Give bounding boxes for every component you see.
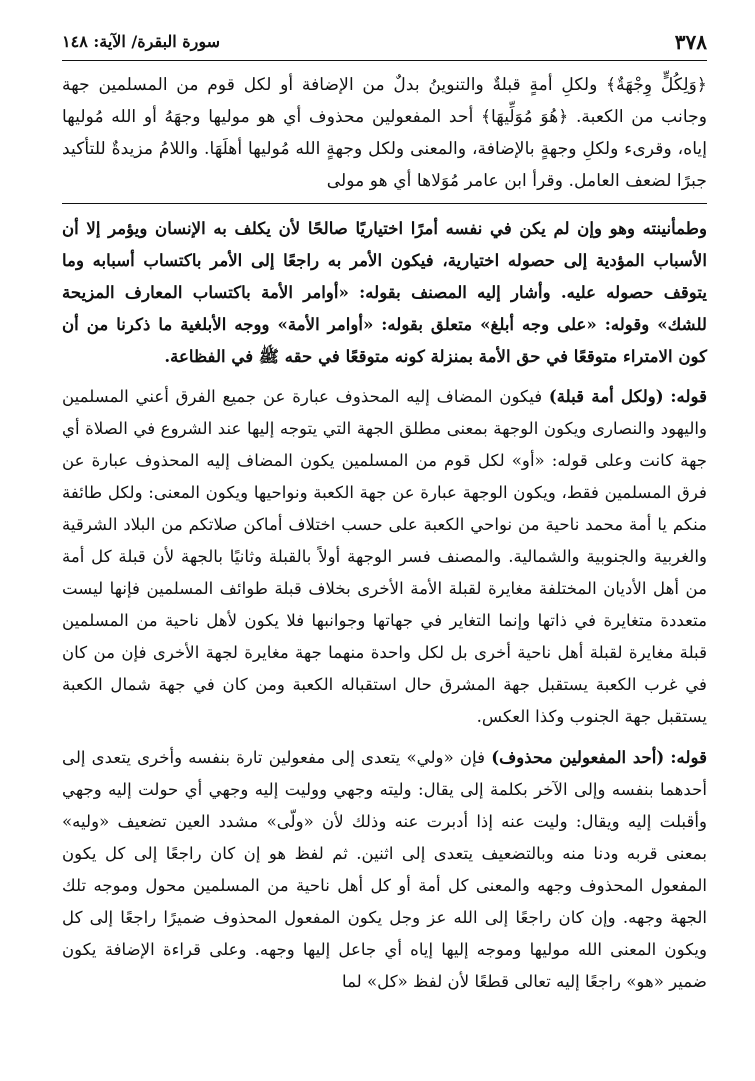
- surah-reference: سورة البقرة/ الآية: ١٤٨: [62, 32, 221, 51]
- paragraph-body: فإن «ولي» يتعدى إلى مفعولين تارة بنفسه وأخرى يتعدى إلى أحدهما بنفسه وإلى الآخر بكلمة إلى يقال: وليته وجهي ووليت إليه وجهي أي حولت إليه وجهي وأقبلت إليه ويقال: وليت عنه إذا أدبرت عنه وذلك لأن «ولّى» مشدد العين تضعيف «وليه» بمعنى قربه ودنا منه وبالتضعيف يتعدى إلى اثنين. ثم لفظ هو إن كان راجعًا إلى كل يكون المفعول المحذوف وجهه والمعنى كل أمة أو كل أهل ناحية من المسلمين محول وموجه تلك الجهة وجهه. وإن كان راجعًا إلى الله عز وجل يكون المفعول المحذوف ضميرًا راجعًا إلى كل ويكون المعنى الله موليها وموجه إليها إياه أي جاعل إليها وجهه. وعلى قراءة الإضافة يكون ضمير «هو» راجعًا إليه تعالى قطعًا لأن لفظ «كل» لما: [62, 748, 707, 991]
- paragraph-lead: قوله:: [670, 386, 708, 406]
- commentary-paragraph: [62, 380, 707, 733]
- commentary-paragraph: [62, 741, 707, 998]
- quoted-phrase: (ولكل أمة قبلة): [548, 386, 664, 406]
- commentary-continuation: وطمأنينته وهو وإن لم يكن في نفسه أمرًا اختياريًا صالحًا لأن يكلف به الإنسان ويؤمر إلا أن الأسباب المؤدية إلى حصوله اختيارية، فيكون الأمر به راجعًا إلى الأمر باكتساب أسبابه وما يتوقف حصوله عليه. وأشار إليه المصنف بقوله: «أوامر الأمة باكتساب المعارف المزيحة للشك» وقوله: «على وجه أبلغ» متعلق بقوله: «أوامر الأمة» ووجه الأبلغية ما ذكرنا من أن كون الامتراء متوقعًا في حق الأمة بمنزلة كونه متوقعًا في حقه ﷺ في الفظاعة.: [62, 218, 707, 366]
- book-page: [62, 28, 707, 1071]
- page-number: ٣٧٨: [674, 30, 707, 54]
- paragraph-lead: قوله:: [670, 747, 708, 767]
- page-header: [62, 28, 707, 58]
- header-rule: [62, 60, 707, 61]
- section-divider: [62, 203, 707, 204]
- paragraph-body: فيكون المضاف إليه المحذوف عبارة عن جميع الفرق أعني المسلمين واليهود والنصارى ويكون الوجهة بمعنى مطلق الجهة التي يتوجه إليها عند الشروع في الصلاة أي جهة كانت وعلى قوله: «أو» لكل قوم من المسلمين يكون المضاف إليه المحذوف عبارة عن فرق المسلمين فقط، ويكون الوجهة عبارة عن جهة الكعبة ونواحيها ويكون المعنى: ولكل طائفة منكم يا أمة محمد ناحية من نواحي الكعبة على حسب اختلاف أماكن صلاتكم من البلاد الشرقية والغربية والجنوبية والشمالية. والمصنف فسر الوجهة أولاً بالقبلة وثانيًا بالجهة لأن قبلة كل أمة من أهل الأديان المختلفة مغايرة لقبلة الأمة الأخرى بخلاف قبلة طوائف المسلمين فإنها ليست متعددة متغايرة في ذاتها وإنما التغاير في جهاتها وجوانبها فلا يكون لأهل ناحية من المسلمين قبلة مغايرة لقبلة أهل ناحية أخرى بل لكل واحدة منهما جهة مغايرة لجهة الأخرى فإن من كان في غرب الكعبة يستقبل جهة المشرق حال استقباله الكعبة ومن كان في جهة شمال الكعبة يستقبل جهة الجنوب وكذا العكس.: [62, 387, 707, 726]
- quoted-phrase: (أحد المفعولين محذوف): [491, 747, 665, 767]
- tafsir-text: ﴿وَلِكُلٍّ وِجْهَةٌ﴾ ولكلِ أمةٍ قبلةٌ والتنوينُ بدلٌ من الإضافة أو لكل قوم من المسلمين جهة وجانب من الكعبة. ﴿هُوَ مُوَلِّيهَا﴾ أحد المفعولين محذوف أي هو موليها وجهَهُ أو الله مُوليها إياه، وقرىء ولكلِ وجهةٍ بالإضافة، والمعنى ولكل وجهةٍ الله مُوليها أهلَهَا. واللامُ مزيدةٌ للتأكيد جبرًا لضعف العامل. وقرأ ابن عامر مُوَلاها أي هو مولى: [62, 75, 707, 191]
